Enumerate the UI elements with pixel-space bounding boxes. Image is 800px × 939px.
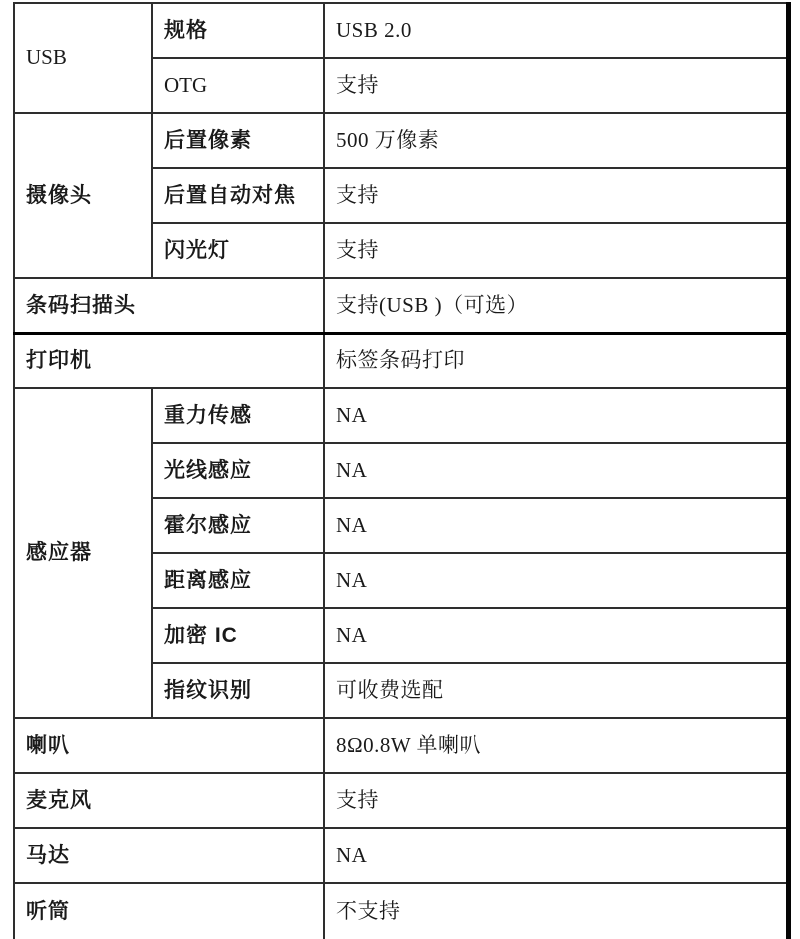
spec-name-cell: 后置自动对焦 bbox=[152, 168, 324, 223]
spec-name-cell: 规格 bbox=[152, 3, 324, 58]
spec-row bbox=[14, 718, 788, 773]
spec-group-cell: 听筒 bbox=[14, 883, 324, 939]
spec-name-cell: OTG bbox=[152, 58, 324, 113]
spec-value-cell: NA bbox=[324, 498, 788, 553]
spec-name-cell: 闪光灯 bbox=[152, 223, 324, 278]
spec-value-cell: NA bbox=[324, 828, 788, 883]
spec-group-cell: 打印机 bbox=[14, 333, 324, 388]
spec-value-cell: 支持 bbox=[324, 773, 788, 828]
spec-row bbox=[14, 828, 788, 883]
spec-group-cell: 感应器 bbox=[14, 388, 152, 718]
spec-value-cell: USB 2.0 bbox=[324, 3, 788, 58]
spec-group-cell: 马达 bbox=[14, 828, 324, 883]
spec-group-cell: 摄像头 bbox=[14, 113, 152, 278]
spec-row bbox=[14, 113, 788, 168]
spec-row bbox=[14, 773, 788, 828]
spec-name-cell: 指纹识别 bbox=[152, 663, 324, 718]
spec-value-cell: NA bbox=[324, 553, 788, 608]
spec-name-cell: 光线感应 bbox=[152, 443, 324, 498]
spec-name-cell: 距离感应 bbox=[152, 553, 324, 608]
spec-row bbox=[14, 388, 788, 443]
spec-value-cell: 支持 bbox=[324, 168, 788, 223]
spec-name-cell: 后置像素 bbox=[152, 113, 324, 168]
spec-row bbox=[14, 278, 788, 333]
spec-value-cell: 标签条码打印 bbox=[324, 333, 788, 388]
spec-group-cell: 喇叭 bbox=[14, 718, 324, 773]
spec-name-cell: 霍尔感应 bbox=[152, 498, 324, 553]
spec-value-cell: 支持(USB )（可选） bbox=[324, 278, 788, 333]
spec-value-cell: 可收费选配 bbox=[324, 663, 788, 718]
spec-name-cell: 加密 IC bbox=[152, 608, 324, 663]
spec-value-cell: 500 万像素 bbox=[324, 113, 788, 168]
spec-value-cell: 支持 bbox=[324, 223, 788, 278]
spec-group-cell: USB bbox=[14, 3, 152, 113]
spec-value-cell: NA bbox=[324, 608, 788, 663]
spec-value-cell: 支持 bbox=[324, 58, 788, 113]
spec-value-cell: 8Ω0.8W 单喇叭 bbox=[324, 718, 788, 773]
spec-name-cell: 重力传感 bbox=[152, 388, 324, 443]
spec-value-cell: NA bbox=[324, 388, 788, 443]
spec-group-cell: 麦克风 bbox=[14, 773, 324, 828]
spec-group-cell: 条码扫描头 bbox=[14, 278, 324, 333]
spec-row bbox=[14, 883, 788, 939]
spec-table bbox=[13, 2, 791, 939]
spec-table-body bbox=[14, 3, 788, 939]
spec-row bbox=[14, 3, 788, 58]
spec-value-cell: 不支持 bbox=[324, 883, 788, 939]
spec-value-cell: NA bbox=[324, 443, 788, 498]
spec-row bbox=[14, 333, 788, 388]
